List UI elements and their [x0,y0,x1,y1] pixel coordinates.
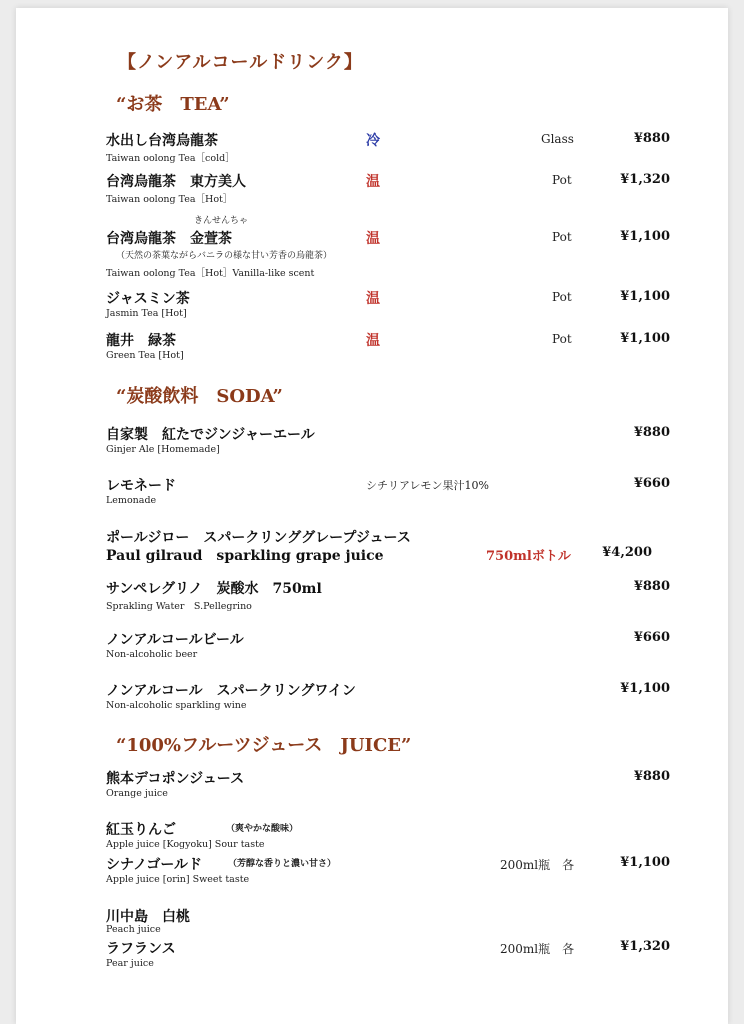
serving-size: Pot [552,332,572,346]
serving-size: 200ml瓶 各 [500,858,575,872]
item-price: ¥880 [633,425,670,440]
item-english: Peach juice [106,924,161,935]
serving-size: Pot [552,230,572,244]
section-heading-soda: “炭酸飲料 SODA” [116,386,283,407]
item-name: シナノゴールド [106,857,203,873]
item-price: ¥1,100 [620,855,670,870]
section-heading-tea: “お茶 TEA” [116,94,230,115]
item-english: Ginjer Ale [Homemade] [106,444,220,455]
ruby-reading: きんせんちゃ [194,216,249,226]
item-price: ¥1,100 [620,681,670,696]
item-english: Taiwan oolong Tea［Hot］Vanilla-like scent [106,268,315,279]
item-name: サンペレグリノ 炭酸水 750ml [106,581,322,597]
serving-size: Glass [541,132,574,146]
serving-size: Pot [552,173,572,187]
item-name: ポールジロー スパークリンググレープジュース [106,530,411,546]
serving-size: Pot [552,290,572,304]
item-name: 自家製 紅たでジンジャーエール [106,427,315,443]
item-price: ¥660 [633,476,670,491]
item-price: ¥1,100 [620,229,670,244]
temperature-label: 温 [366,174,380,190]
temperature-label: 冷 [366,133,380,149]
item-price: ¥4,200 [602,545,652,560]
item-price: ¥1,320 [620,939,670,954]
item-price: ¥660 [633,630,670,645]
item-name: 紅玉りんご [106,822,176,838]
item-name: ノンアルコールビール [106,632,244,648]
item-price: ¥1,100 [620,289,670,304]
item-english: Taiwan oolong Tea［Hot］ [106,194,233,205]
item-name: 台湾烏龍茶 東方美人 [106,174,246,190]
item-name: 台湾烏龍茶 金萱茶 [106,231,232,247]
item-name: ジャスミン茶 [106,291,190,307]
item-english: Apple juice [Kogyoku] Sour taste [106,839,265,850]
temperature-label: 温 [366,333,380,349]
item-price: ¥880 [633,131,670,146]
item-name-english: Paul gilraud sparkling grape juice [106,548,384,564]
item-english: Orange juice [106,788,168,799]
item-price: ¥880 [633,769,670,784]
item-english: Lemonade [106,495,157,506]
item-price: ¥1,320 [620,172,670,187]
temperature-label: 温 [366,231,380,247]
item-price: ¥880 [633,579,670,594]
item-english: Non-alcoholic beer [106,649,198,660]
section-heading-juice: “100%フルーツジュース JUICE” [116,735,412,756]
item-note: （芳醇な香りと濃い甘さ） [228,859,337,869]
item-note: シチリアレモン果汁10% [366,479,490,492]
menu-title: 【ノンアルコールドリンク】 [118,52,363,73]
item-english: Green Tea [Hot] [106,350,184,361]
item-name: 川中島 白桃 [106,909,190,925]
item-english: Apple juice [orin] Sweet taste [106,874,250,885]
item-english: Sprakling Water S.Pellegrino [106,601,252,612]
item-name: ノンアルコール スパークリングワイン [106,683,356,699]
item-name: 龍井 緑茶 [106,333,176,349]
item-english: Jasmin Tea [Hot] [106,308,187,319]
item-name: 水出し台湾烏龍茶 [106,133,218,149]
item-english: Pear juice [106,958,154,969]
item-name: レモネード [106,478,176,494]
item-name: 熊本デコポンジュース [106,771,245,787]
item-note: （爽やかな酸味） [226,824,299,834]
menu-page [16,8,728,1024]
item-name: ラフランス [106,941,176,957]
item-note: （天然の茶葉ながらバニラの様な甘い芳香の烏龍茶） [116,251,333,261]
item-english: Taiwan oolong Tea［cold］ [106,153,235,164]
temperature-label: 温 [366,291,380,307]
item-english: Non-alcoholic sparkling wine [106,700,247,711]
item-price: ¥1,100 [620,331,670,346]
bottle-size-note: 750mlボトル [486,549,571,564]
serving-size: 200ml瓶 各 [500,942,575,956]
